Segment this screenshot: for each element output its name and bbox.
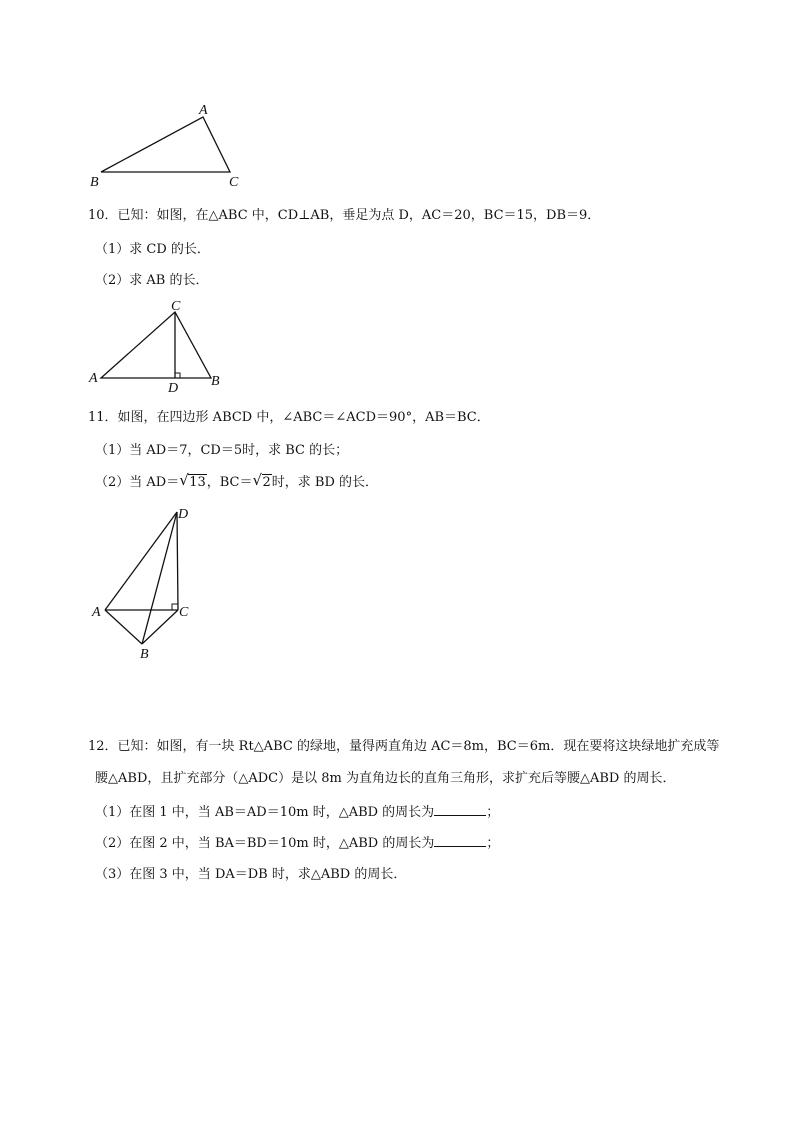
label-d: D — [168, 381, 179, 396]
label-b: B — [211, 374, 220, 389]
label-c: C — [179, 605, 189, 620]
q11-part2-prefix: （2）当 AD＝ — [95, 475, 180, 490]
q12-stem-line1: 12．已知：如图，有一块 Rt△ABC 的绿地，量得两直角边 AC＝8m，BC＝6m．现在要将这块绿地扩充成等 — [88, 739, 720, 754]
triangle-abc-shape — [101, 117, 230, 172]
q11-part2 — [95, 471, 379, 492]
segment-bc — [142, 610, 178, 644]
sqrt-2-value: 2 — [262, 475, 271, 490]
sqrt-13-value: 13 — [189, 475, 206, 490]
right-angle-mark — [172, 604, 178, 610]
q12-part2-text: （2）在图 2 中，当 BA＝BD＝10m 时，△ABD 的周长为 — [95, 836, 435, 851]
sqrt-13: √ 13 — [179, 471, 206, 490]
right-angle-mark — [175, 373, 180, 378]
label-d: D — [178, 507, 189, 522]
q10-triangle — [101, 312, 211, 378]
label-b: B — [140, 647, 149, 662]
label-c: C — [229, 175, 239, 190]
label-c: C — [171, 299, 181, 314]
q10-part2: （2）求 AB 的长． — [95, 273, 209, 288]
label-a: A — [199, 103, 208, 118]
answer-blank-2[interactable] — [434, 834, 486, 847]
segment-ab — [105, 610, 142, 644]
triangle-abc-figure — [80, 100, 260, 195]
q10-stem: 10．已知：如图，在△ABC 中，CD⊥AB，垂足为点 D，AC＝20，BC＝15，DB＝9． — [88, 208, 601, 223]
q11-part2-suffix: 时，求 BD 的长． — [271, 475, 379, 490]
q12-part3: （3）在图 3 中，当 DA＝DB 时，求△ABD 的周长． — [95, 867, 407, 882]
q11-part2-mid: ，BC＝ — [206, 475, 253, 490]
q12-part2 — [95, 834, 499, 853]
q12-part2-end: ； — [486, 836, 500, 851]
q10-part1: （1）求 CD 的长． — [95, 242, 210, 257]
segment-bd — [142, 512, 177, 644]
q12-part1 — [95, 803, 499, 822]
label-a: A — [89, 371, 98, 386]
q12-part1-end: ； — [486, 805, 500, 820]
label-b: B — [90, 175, 99, 190]
q11-figure — [88, 503, 208, 663]
q11-stem: 11．如图，在四边形 ABCD 中，∠ABC＝∠ACD＝90°，AB＝BC． — [88, 410, 490, 425]
segment-ad — [105, 512, 177, 610]
q11-part1: （1）当 AD＝7，CD＝5时，求 BC 的长； — [95, 443, 349, 458]
sqrt-2: √ 2 — [252, 471, 271, 490]
label-a: A — [92, 605, 101, 620]
q10-figure — [85, 300, 235, 395]
q12-part1-text: （1）在图 1 中，当 AB＝AD＝10m 时，△ABD 的周长为 — [95, 805, 435, 820]
q12-stem-line2: 腰△ABD，且扩充部分（△ADC）是以 8m 为直角边长的直角三角形，求扩充后等腰△ABD 的周长． — [95, 771, 676, 786]
answer-blank-1[interactable] — [434, 803, 486, 816]
segment-dc — [177, 512, 178, 610]
